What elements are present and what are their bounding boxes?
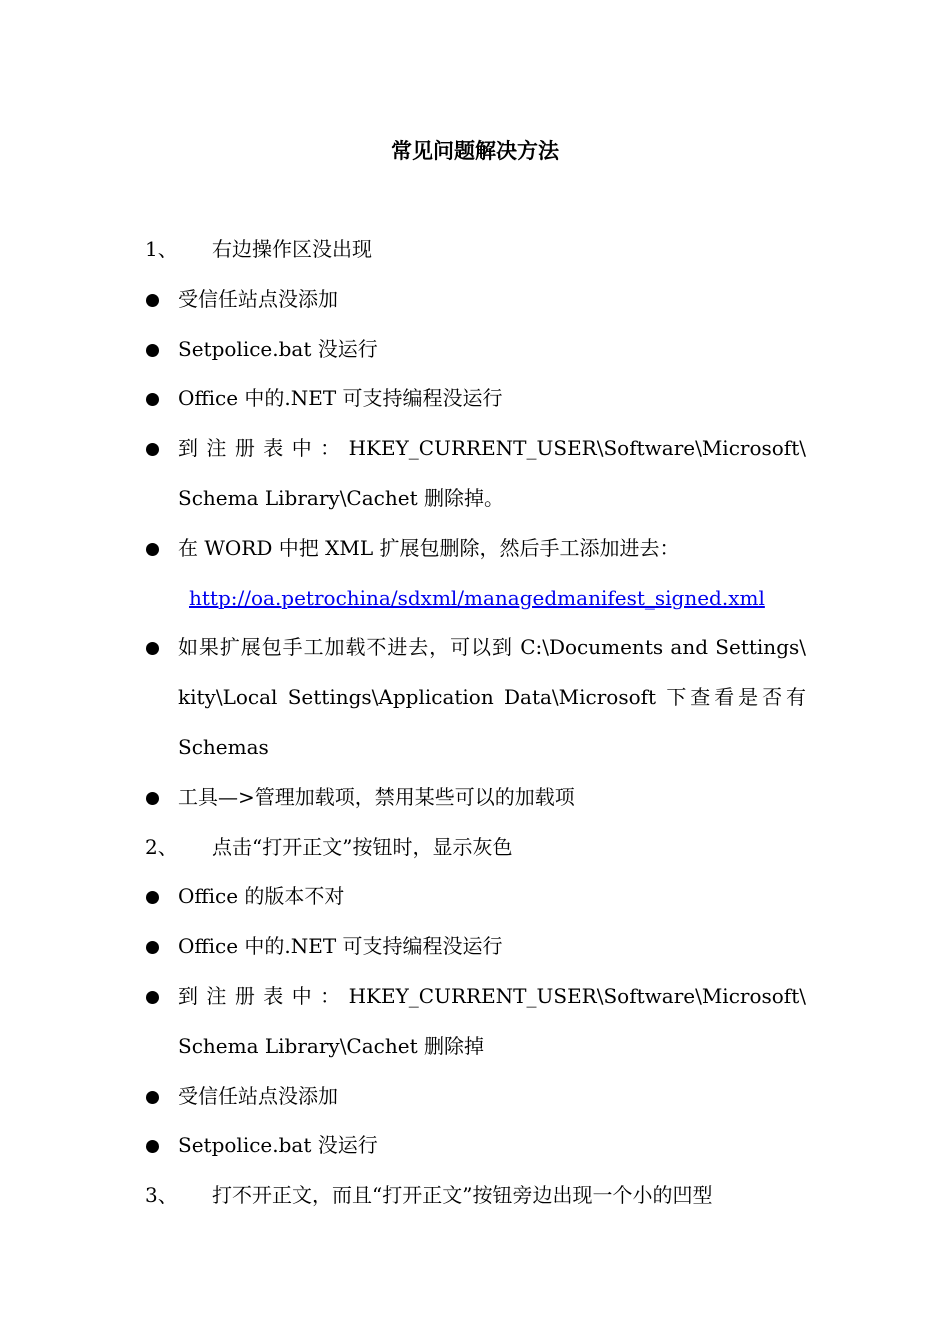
- bullet-icon: [146, 443, 159, 456]
- list-item-text: Setpolice.bat 没运行: [178, 336, 378, 361]
- list-item: [0, 972, 950, 1022]
- list-item: [0, 872, 950, 922]
- section-heading: [0, 823, 950, 873]
- section-number: 2、: [145, 834, 178, 859]
- bullet-icon: [146, 941, 159, 954]
- list-item-continuation: [0, 474, 950, 524]
- list-item: [0, 325, 950, 375]
- bullet-icon: [146, 344, 159, 357]
- section-heading: [0, 1171, 950, 1221]
- manifest-link[interactable]: http://oa.petrochina/sdxml/managedmanifest_signed.xml: [189, 585, 765, 610]
- list-item-text: kity\Local Settings\Application Data\Microsoft 下查看是否有: [178, 685, 806, 710]
- section-title: 点击“打开正文”按钮时，显示灰色: [212, 834, 513, 859]
- link-row: [0, 574, 950, 624]
- list-item-text: 受信任站点没添加: [178, 1083, 338, 1108]
- bullet-icon: [146, 792, 159, 805]
- list-item-text: Schema Library\Cachet 删除掉: [178, 1033, 484, 1058]
- bullet-icon: [146, 543, 159, 556]
- list-item: [0, 1121, 950, 1171]
- bullet-icon: [146, 1091, 159, 1104]
- bullet-icon: [146, 642, 159, 655]
- bullet-icon: [146, 393, 159, 406]
- section-title: 打不开正文，而且“打开正文”按钮旁边出现一个小的凹型: [212, 1183, 713, 1208]
- list-item: [0, 524, 950, 574]
- bullet-icon: [146, 294, 159, 307]
- bullet-icon: [146, 991, 159, 1004]
- list-item-continuation: [0, 673, 950, 723]
- list-item: [0, 1072, 950, 1122]
- section-heading: [0, 225, 950, 275]
- list-item-text: 在 WORD 中把 XML 扩展包删除，然后手工添加进去：: [178, 535, 680, 560]
- list-item-text: 受信任站点没添加: [178, 286, 338, 311]
- list-item-text: 工具—>管理加载项，禁用某些可以的加载项: [178, 784, 575, 809]
- list-item-text: Setpolice.bat 没运行: [178, 1133, 378, 1158]
- list-item-text: 如果扩展包手工加载不进去，可以到 C:\Documents and Settings\: [178, 635, 806, 660]
- list-item-text: 到 注 册 表 中 ： HKEY_CURRENT_USER\Software\Microsoft\: [178, 436, 806, 461]
- section-number: 3、: [145, 1183, 178, 1208]
- list-item: [0, 773, 950, 823]
- list-item-text: Schemas: [178, 734, 269, 759]
- list-item-text: Office 中的.NET 可支持编程没运行: [178, 386, 503, 411]
- section-title: 右边操作区没出现: [212, 237, 372, 261]
- list-item: [0, 424, 950, 474]
- list-item: [0, 374, 950, 424]
- section-number: 1、: [145, 237, 178, 261]
- document-title: 常见问题解决方法: [391, 138, 559, 163]
- list-item-continuation: [0, 723, 950, 773]
- problem-list: [0, 225, 950, 1221]
- list-item-text: Schema Library\Cachet 删除掉。: [178, 485, 504, 510]
- list-item-continuation: [0, 1022, 950, 1072]
- bullet-icon: [146, 891, 159, 904]
- list-item-text: 到 注 册 表 中 ： HKEY_CURRENT_USER\Software\Microsoft\: [178, 983, 806, 1008]
- bullet-icon: [146, 1140, 159, 1153]
- list-item-text: Office 中的.NET 可支持编程没运行: [178, 934, 503, 959]
- list-item: [0, 623, 950, 673]
- list-item-text: Office 的版本不对: [178, 884, 345, 909]
- list-item: [0, 922, 950, 972]
- list-item: [0, 275, 950, 325]
